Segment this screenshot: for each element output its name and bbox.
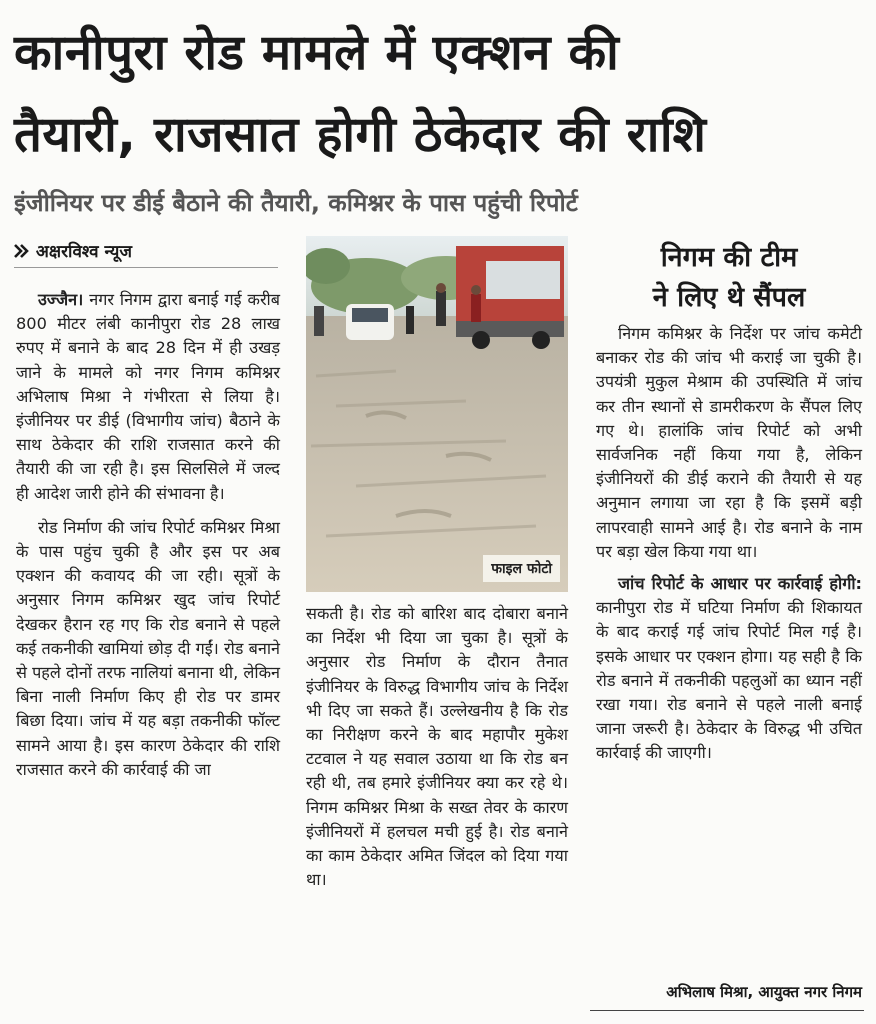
sidebar-heading-line-1: निगम की टीम bbox=[660, 242, 798, 273]
column1-paragraph-1-text: नगर निगम द्वारा बनाई गई करीब 800 मीटर लंबी कानीपुरा रोड 28 लाख रुपए में बनाने के बाद 28 दिन में ही उखड़ जाने के मामले को नगर निगम कमिश्नर अभिलाष मिश्रा ने गंभीरता से लिया है। इंजीनियर पर डीई (विभागीय जांच) बैठाने के साथ ठेकेदार की राशि राजसात करने की तैयारी की जा रही है। इस सिलसिले में जल्द ही आदेश जारी होने की संभावना है। bbox=[16, 290, 280, 503]
dateline: उज्जैन। bbox=[38, 290, 84, 309]
news-photo bbox=[306, 236, 568, 592]
subheadline: इंजीनियर पर डीई बैठाने की तैयारी, कमिश्नर के पास पहुंची रिपोर्ट bbox=[14, 189, 578, 217]
quote-attribution: अभिलाष मिश्रा, आयुक्त नगर निगम bbox=[666, 983, 862, 1001]
byline-text: अक्षरविश्व न्यूज bbox=[35, 242, 132, 262]
article-column-1 bbox=[16, 288, 280, 782]
article-column-3 bbox=[596, 322, 862, 766]
sidebar-heading-line-2: ने लिए थे सैंपल bbox=[652, 282, 806, 313]
column1-paragraph-1 bbox=[16, 288, 280, 506]
column3-paragraph-1: निगम कमिश्नर के निर्देश पर जांच कमेटी बनाकर रोड की जांच भी कराई जा चुकी है। उपयंत्री मुकुल मेश्राम की उपस्थिति में जांच कर तीन स्थानों से डामरीकरण के सैंपल लिए गए थे। हालांकि जांच रिपोर्ट को अभी सार्वजनिक नहीं किया गया है, लेकिन इंजीनियरों की डीई कराने की तैयारी से यह अनुमान लगाया जा रहा है कि इसमें बड़ी लापरवाही सामने आई है। रोड बनाने के नाम पर बड़ा खेल किया गया था। bbox=[596, 324, 862, 561]
divider-rule bbox=[590, 1010, 864, 1011]
column3-paragraph-2-text: कानीपुरा रोड में घटिया निर्माण की शिकायत के बाद कराई गई जांच रिपोर्ट मिल गई है। इसके आधार पर एक्शन होगा। यह सही है कि रोड बनाने में तकनीकी पहलुओं का ध्यान नहीं रखा गया। रोड बनाने से पहले नाली बनाई जाना जरूरी है। ठेकेदार के विरुद्ध भी उचित कार्रवाई की जाएगी। bbox=[596, 598, 862, 763]
column1-paragraph-2: रोड निर्माण की जांच रिपोर्ट कमिश्नर मिश्रा के पास पहुंच चुकी है और इस पर अब एक्शन की कवायद की जा रही। सूत्रों के अनुसार निगम कमिश्नर खुद जांच रिपोर्ट देखकर हैरान रह गए कि रोड बनाने से पहले कई तकनीकी खामियां छोड़ दी गईं। रोड बनाने से पहले दोनों तरफ नालियां बनाना थी, लेकिन बिना नाली निर्माण किए ही रोड पर डामर बिछा दिया। जांच में यह बड़ा तकनीकी फॉल्ट सामने आया है। इस कारण ठेकेदार की राशि राजसात करने की कार्रवाई की जा bbox=[16, 517, 280, 779]
column2-paragraph-1: सकती है। रोड को बारिश बाद दोबारा बनाने का निर्देश भी दिया जा चुका है। सूत्रों के अनुसार रोड निर्माण के दौरान तैनात इंजीनियर के विरुद्ध विभागीय जांच के निर्देश भी दिए जा सकते हैं। उल्लेखनीय है कि रोड का निरीक्षण करने के बाद महापौर मुकेश टटवाल ने यह सवाल उठाया था कि रोड बन रही थी, तब हमारे इंजीनियर क्या कर रहे थे। निगम कमिश्नर मिश्रा के सख्त तेवर के कारण इंजीनियरों में हलचल मची हुई है। रोड बनाने का काम ठेकेदार अमित जिंदल को दिया गया था। bbox=[306, 604, 568, 890]
double-chevron-icon bbox=[14, 243, 30, 259]
column3-paragraph-2 bbox=[596, 572, 862, 766]
byline bbox=[14, 239, 278, 268]
headline-line-1: कानीपुरा रोड मामले में एक्शन की bbox=[14, 24, 620, 81]
road-photo-illustration bbox=[306, 236, 568, 592]
headline-line-2: तैयारी, राजसात होगी ठेकेदार की राशि bbox=[14, 106, 707, 163]
sidebar-heading bbox=[596, 238, 862, 318]
article-column-2 bbox=[306, 602, 568, 892]
column3-subheading: जांच रिपोर्ट के आधार पर कार्रवाई होगी: bbox=[618, 574, 862, 594]
photo-caption: फाइल फोटो bbox=[483, 555, 560, 582]
